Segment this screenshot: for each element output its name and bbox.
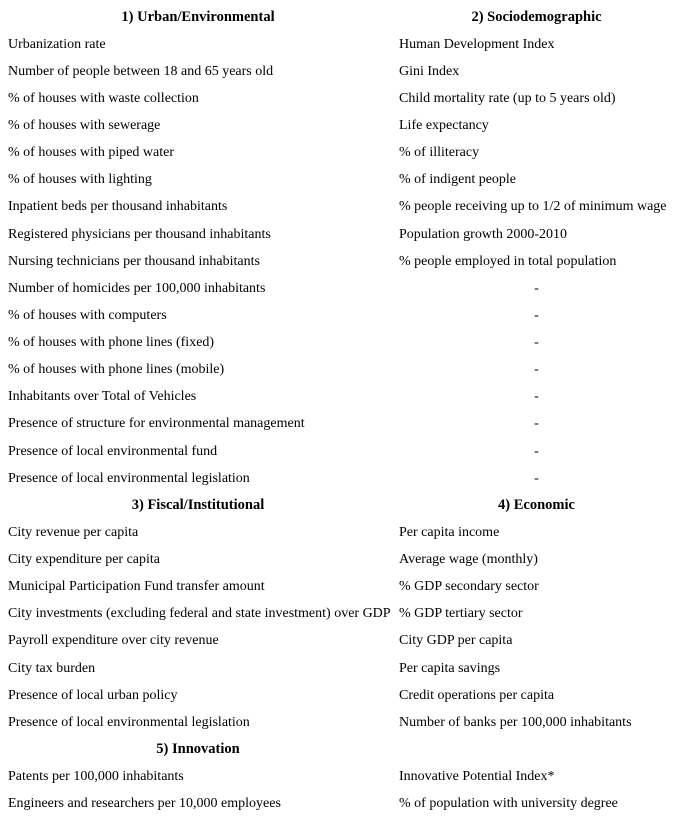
- indicator-label-left: % of houses with phone lines (fixed): [8, 335, 215, 351]
- indicator-label-right: Average wage (monthly): [399, 552, 538, 568]
- indicator-label-right: % GDP secondary sector: [399, 579, 539, 595]
- table-row: [0, 709, 677, 736]
- no-value-dash: -: [534, 307, 539, 323]
- indicator-label-left: % of houses with piped water: [8, 145, 175, 161]
- indicator-label-left: % of houses with lighting: [8, 172, 152, 188]
- indicator-label-right: % of illiteracy: [399, 145, 480, 161]
- table-row: [0, 574, 677, 601]
- indicator-label-right: Life expectancy: [399, 118, 489, 134]
- section-header-right: 4) Economic: [498, 497, 575, 514]
- indicator-label-right: % people receiving up to 1/2 of minimum wage: [399, 199, 667, 215]
- table-row: [0, 411, 677, 438]
- table-row: [0, 58, 677, 85]
- indicator-label-right: % people employed in total population: [399, 253, 617, 269]
- table-row: [0, 519, 677, 546]
- table-row: [0, 357, 677, 384]
- table-row: [0, 194, 677, 221]
- indicator-label-left: Presence of local environmental legislation: [8, 470, 250, 486]
- indicator-label-left: Number of homicides per 100,000 inhabitants: [8, 280, 266, 296]
- no-value-dash: -: [534, 416, 539, 432]
- table-row: [0, 85, 677, 112]
- indicator-label-left: Presence of local environmental legislation: [8, 714, 250, 730]
- no-value-dash: -: [534, 470, 539, 486]
- section-header-left: 5) Innovation: [156, 741, 240, 758]
- table-row: [0, 113, 677, 140]
- indicator-label-right: % GDP tertiary sector: [399, 606, 523, 622]
- table-row: [0, 601, 677, 628]
- table-row: [0, 330, 677, 357]
- indicator-label-right: Number of banks per 100,000 inhabitants: [399, 714, 632, 730]
- indicator-label-left: Inhabitants over Total of Vehicles: [8, 389, 197, 405]
- indicator-label-left: Presence of local environmental fund: [8, 443, 218, 459]
- table-row: [0, 248, 677, 275]
- indicator-label-left: Nursing technicians per thousand inhabitants: [8, 253, 260, 269]
- indicator-label-left: Municipal Participation Fund transfer amount: [8, 579, 265, 595]
- no-value-dash: -: [534, 335, 539, 351]
- indicator-label-left: Registered physicians per thousand inhabitants: [8, 226, 271, 242]
- section-header-left: 1) Urban/Environmental: [121, 9, 275, 26]
- indicator-label-right: % of indigent people: [399, 172, 517, 188]
- table-row: [0, 275, 677, 302]
- table-row: [0, 302, 677, 329]
- indicator-label-right: % of population with university degree: [399, 796, 618, 812]
- section-header-right: 2) Sociodemographic: [471, 9, 602, 26]
- indicator-label-left: % of houses with computers: [8, 307, 167, 323]
- section-header-row: [0, 4, 677, 31]
- table-row: [0, 438, 677, 465]
- indicator-label-right: Child mortality rate (up to 5 years old): [399, 90, 616, 106]
- indicator-label-left: % of houses with phone lines (mobile): [8, 362, 225, 378]
- table-row: [0, 547, 677, 574]
- indicator-label-left: City tax burden: [8, 660, 96, 676]
- indicator-label-left: Payroll expenditure over city revenue: [8, 633, 219, 649]
- section-header-row: [0, 492, 677, 519]
- indicator-label-right: Per capita income: [399, 524, 500, 540]
- table-row: [0, 655, 677, 682]
- indicator-label-right: Population growth 2000-2010: [399, 226, 567, 242]
- table-row: [0, 628, 677, 655]
- indicator-label-left: City expenditure per capita: [8, 552, 160, 568]
- indicator-label-left: Engineers and researchers per 10,000 employees: [8, 796, 281, 812]
- indicator-label-left: Inpatient beds per thousand inhabitants: [8, 199, 228, 215]
- no-value-dash: -: [534, 280, 539, 296]
- indicator-label-left: City revenue per capita: [8, 524, 139, 540]
- indicator-label-right: Gini Index: [399, 63, 460, 79]
- table-row: [0, 167, 677, 194]
- table-row: [0, 791, 677, 818]
- section-header-row: [0, 736, 677, 763]
- no-value-dash: -: [534, 443, 539, 459]
- indicator-label-left: City investments (excluding federal and state investment) over GDP: [8, 606, 391, 622]
- table-row: [0, 764, 677, 791]
- table-row: [0, 682, 677, 709]
- indicator-label-right: Credit operations per capita: [399, 687, 555, 703]
- table-row: [0, 31, 677, 58]
- table-row: [0, 384, 677, 411]
- indicator-label-right: Per capita savings: [399, 660, 501, 676]
- table-row: [0, 140, 677, 167]
- no-value-dash: -: [534, 362, 539, 378]
- indicator-label-right: Innovative Potential Index*: [399, 769, 555, 785]
- indicator-label-right: Human Development Index: [399, 36, 555, 52]
- no-value-dash: -: [534, 389, 539, 405]
- indicator-label-left: Presence of local urban policy: [8, 687, 178, 703]
- indicator-label-left: Number of people between 18 and 65 years old: [8, 63, 274, 79]
- indicator-label-left: % of houses with sewerage: [8, 118, 161, 134]
- indicator-label-right: City GDP per capita: [399, 633, 513, 649]
- table-row: [0, 221, 677, 248]
- indicator-label-left: % of houses with waste collection: [8, 90, 199, 106]
- indicator-label-left: Patents per 100,000 inhabitants: [8, 769, 184, 785]
- section-header-left: 3) Fiscal/Institutional: [131, 497, 265, 514]
- indicator-label-left: Urbanization rate: [8, 36, 106, 52]
- table-row: [0, 465, 677, 492]
- indicator-label-left: Presence of structure for environmental management: [8, 416, 305, 432]
